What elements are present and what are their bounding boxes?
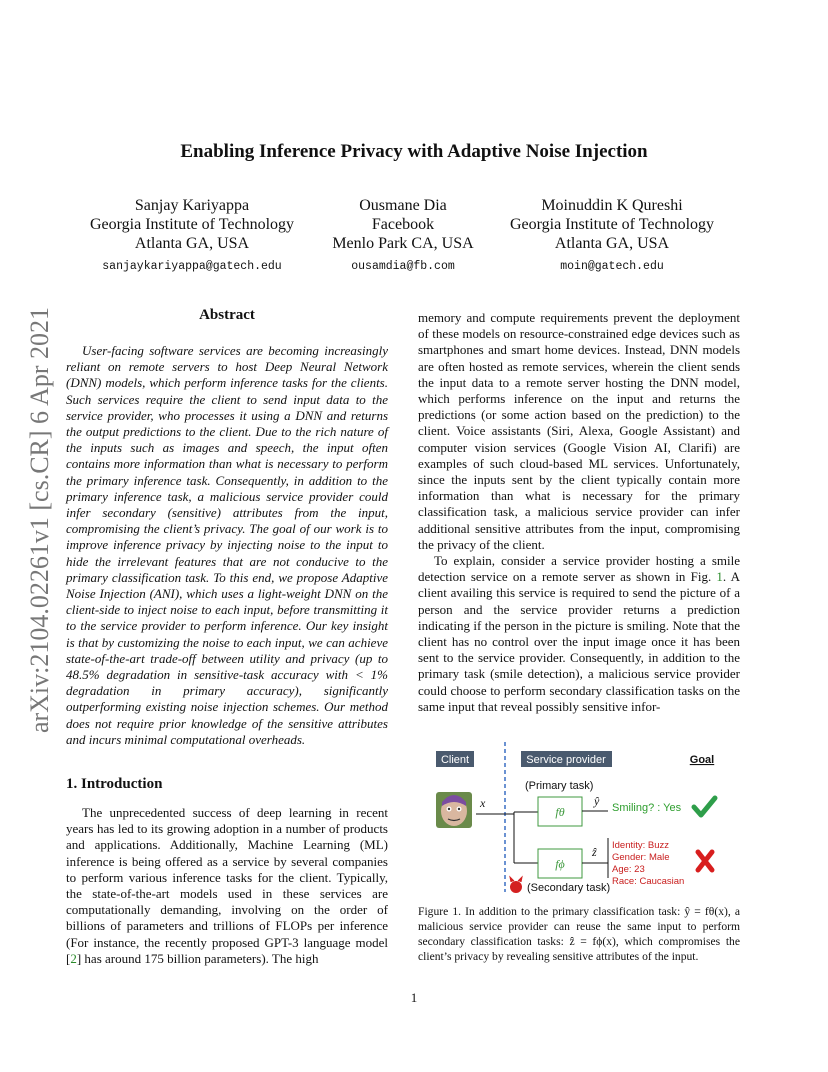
goal-label: Goal bbox=[689, 754, 715, 766]
primary-task-label: (Primary task) bbox=[525, 780, 594, 792]
abstract-heading: Abstract bbox=[199, 307, 255, 323]
author-2 bbox=[283, 196, 523, 276]
figure-1-caption: Figure 1. In addition to the primary classification task: ŷ = fθ(x), a malicious service provider can reuse the same input to perform secondary classification tasks: ẑ = fϕ(x), which compromises the client’s privacy by revealing sensitive attributes of the input. bbox=[418, 905, 740, 963]
body-paragraph: memory and compute requirements prevent the deployment of these models on resource-constrained edge devices such as smartphones and smart home devices. Instead, DNN models are often hosted as remote services, wherein the client sends the input data to a remote server hosting the DNN model, which performs inference on the input and returns the predictions (or some action based on the prediction) to the client. Voice assistants (Siri, Alexa, Google Assistant) and computer vision services (Google Vision AI, Clarifi) are examples of such cloud-based ML services. Unfortunately, since the inputs sent by the client typically contain more information than what is necessary for the primary classification task, a malicious service provider can infer additional sensitive attributes from the input, compromising the privacy of the client. bbox=[418, 310, 740, 552]
author-email: sanjaykariyappa@gatech.edu bbox=[102, 260, 282, 273]
page-number: 1 bbox=[410, 990, 418, 1005]
body-text-part: . A client availing this service is required to send the picture of a person and the service provider returns a prediction indicating if the person in the picture is smiling. Note that the client has no control over the input image once it has been sent to the service provider. Consequently, in addition to the primary task (smile detection), a malicious service provider could choose to perform secondary classification tasks on the same input that reveal possibly sensitive infor- bbox=[418, 569, 740, 714]
author-email: moin@gatech.edu bbox=[560, 260, 664, 273]
author-name: Moinuddin K Qureshi bbox=[541, 197, 683, 214]
author-name: Ousmane Dia bbox=[359, 197, 447, 214]
body-paragraph bbox=[418, 553, 740, 715]
client-label: Client bbox=[440, 754, 470, 766]
secondary-task-label: (Secondary task) bbox=[527, 882, 611, 894]
y-hat-symbol: ŷ bbox=[594, 794, 600, 808]
cross-icon bbox=[698, 852, 712, 870]
author-location: Menlo Park CA, USA bbox=[332, 235, 474, 252]
author-3 bbox=[492, 196, 732, 276]
devil-icon bbox=[510, 877, 522, 893]
abstract-text bbox=[66, 343, 388, 748]
intro-paragraph bbox=[66, 805, 388, 967]
service-provider-label: Service provider bbox=[526, 754, 606, 766]
paper-title: Enabling Inference Privacy with Adaptive Noise Injection bbox=[180, 141, 648, 162]
secondary-output-race: Race: Caucasian bbox=[612, 876, 685, 887]
abstract-paragraph: User-facing software services are becoming increasingly reliant on remote servers to host Deep Neural Network (DNN) models, which perform inference tasks for the clients. Such services require the client to send input data to the service provider, who processes it using a DNN and returns the output predictions to the client. Due to the rich nature of the inputs such as images and speech, the input often contains more information than what is necessary to perform the primary inference task. Consequently, in addition to the primary inference task, a malicious service provider could infer secondary (sensitive) attributes from the input, compromising the client’s privacy. The goal of our work is to improve inference privacy by injecting noise to the input to hide the irrelevant features that are not conducive to the primary classification task. To this end, we propose Adaptive Noise Injection (ANI), which uses a light-weight DNN on the client-side to inject noise to each input, before transmitting it to the service provider to perform inference. Our key insight is that by customizing the noise to each input, we can achieve state-of-the-art trade-off between utility and privacy (up to 48.5% degradation in sensitive-task accuracy with < 1% degradation in primary accuracy), significantly outperforming existing noise injection schemes. Our method does not require prior knowledge of the sensitive attributes and incurs minimal computational overheads. bbox=[66, 343, 388, 747]
introduction-text bbox=[66, 805, 388, 967]
author-1 bbox=[72, 196, 312, 276]
intro-text-part: ] has around 175 billion parameters). The high bbox=[76, 950, 319, 966]
figure-reference-link[interactable]: 1 bbox=[716, 569, 723, 585]
right-column-text bbox=[418, 310, 740, 715]
author-name: Sanjay Kariyappa bbox=[134, 197, 250, 214]
input-x-symbol: x bbox=[480, 796, 486, 810]
author-location: Atlanta GA, USA bbox=[554, 235, 670, 252]
figure-1-diagram bbox=[418, 742, 748, 902]
z-hat-symbol: ẑ bbox=[592, 845, 597, 859]
arxiv-identifier: arXiv:2104.02261v1 [cs.CR] 6 Apr 2021 bbox=[25, 306, 54, 734]
citation-link[interactable]: 2 bbox=[70, 950, 77, 966]
secondary-output-age: Age: 23 bbox=[612, 864, 645, 875]
body-text-part: To explain, consider a service provider hosting a smile detection service on a remote server as shown in Fig. bbox=[418, 553, 740, 585]
author-affiliation: Georgia Institute of Technology bbox=[509, 216, 715, 233]
author-location: Atlanta GA, USA bbox=[134, 235, 250, 252]
f-phi-label: fϕ bbox=[555, 857, 565, 871]
secondary-output-gender: Gender: Male bbox=[612, 852, 670, 863]
author-email: ousamdia@fb.com bbox=[351, 260, 455, 273]
section-heading-introduction: 1. Introduction bbox=[66, 776, 163, 792]
check-icon bbox=[694, 798, 715, 815]
author-affiliation: Facebook bbox=[371, 216, 435, 233]
intro-text-part: The unprecedented success of deep learning in recent years has led to its growing adoption in a number of products and applications. Additionally, Machine Learning (ML) inference is being offered as a service by several companies to perform various inference tasks for the client. Typically, the state-of-the-art models used in these services are computationally demanding, involving on the order of billions of parameters and trillions of FLOPs per inference (For instance, the recently proposed GPT-3 language model [ bbox=[66, 805, 388, 966]
primary-output-text: Smiling? : Yes bbox=[612, 802, 682, 814]
secondary-output-identity: Identity: Buzz bbox=[612, 840, 670, 851]
f-theta-label: fθ bbox=[555, 805, 565, 819]
buzz-face-icon bbox=[436, 792, 472, 828]
author-affiliation: Georgia Institute of Technology bbox=[89, 216, 295, 233]
